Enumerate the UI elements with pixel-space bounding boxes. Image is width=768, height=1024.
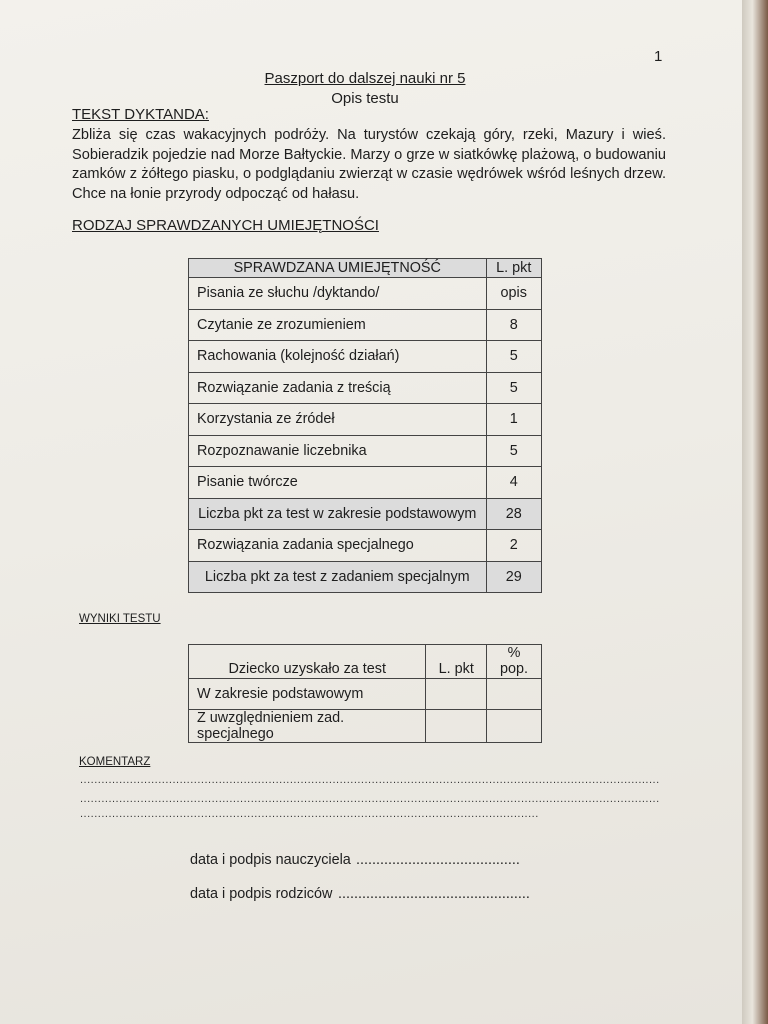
document-subtitle: Opis testu: [331, 90, 399, 107]
results-table-header: [189, 645, 542, 679]
dictation-heading: TEKST DYKTANDA:: [72, 106, 209, 123]
table-row: [189, 679, 542, 710]
teacher-signature-line: .........................................: [356, 852, 520, 868]
table-row: [189, 435, 542, 467]
skill-cell: Liczba pkt za test z zadaniem specjalnym: [189, 561, 487, 593]
points-column-header: L. pkt: [486, 259, 541, 278]
skill-column-header: SPRAWDZANA UMIEJĘTNOŚĆ: [189, 259, 487, 278]
result-percent-cell: [487, 710, 542, 743]
special-total-row: [189, 561, 542, 593]
table-row: [189, 309, 542, 341]
skills-table: [188, 258, 542, 593]
table-row: [189, 372, 542, 404]
table-row: [189, 467, 542, 499]
skill-cell: Rozwiązanie zadania z treścią: [189, 372, 487, 404]
results-heading: WYNIKI TESTU: [79, 613, 161, 625]
comment-line: ...................................................................................................................................................................: [80, 793, 660, 805]
teacher-signature-label: data i podpis nauczyciela: [190, 852, 351, 868]
skill-cell: Rachowania (kolejność działań): [189, 341, 487, 373]
page-number: 1: [654, 48, 663, 65]
comment-heading: KOMENTARZ: [79, 756, 151, 768]
points-cell: 4: [486, 467, 541, 499]
parents-signature-label: data i podpis rodziców: [190, 886, 333, 902]
skill-cell: Korzystania ze źródeł: [189, 404, 487, 436]
results-table: [188, 644, 542, 743]
points-cell: 5: [486, 435, 541, 467]
table-row: [189, 278, 542, 310]
skill-cell: Liczba pkt za test w zakresie podstawowym: [189, 498, 487, 530]
result-percent-cell: [487, 679, 542, 710]
document-title: Paszport do dalszej nauki nr 5: [264, 70, 466, 87]
points-cell: opis: [486, 278, 541, 310]
skill-cell: Rozwiązania zadania specjalnego: [189, 530, 487, 562]
result-label-cell: W zakresie podstawowym: [189, 679, 426, 710]
dictation-text: Zbliża się czas wakacyjnych podróży. Na turystów czekają góry, rzeki, Mazury i wieś. Sobieradzik pojedzie nad Morze Bałtyckie. Marzy o grze w siatkówkę plażową, o budowaniu zamków z żółtego piasku, o podglądaniu zwierząt w czasie wędrówek wśród leśnych drzew. Chce na łonie przyrody odpocząć od hałasu.: [72, 127, 666, 202]
table-row: [189, 341, 542, 373]
comment-line: ...................................................................................................................................................................: [80, 774, 660, 786]
skill-cell: Pisania ze słuchu /dyktando/: [189, 278, 487, 310]
result-points-header: L. pkt: [426, 645, 487, 679]
points-cell: 5: [486, 341, 541, 373]
skill-cell: Rozpoznawanie liczebnika: [189, 435, 487, 467]
points-cell: 5: [486, 372, 541, 404]
parents-signature-line: ................................................: [338, 886, 530, 902]
table-row: [189, 404, 542, 436]
points-cell: 28: [486, 498, 541, 530]
points-cell: 29: [486, 561, 541, 593]
skill-cell: Czytanie ze zrozumieniem: [189, 309, 487, 341]
table-row: [189, 530, 542, 562]
points-cell: 2: [486, 530, 541, 562]
comment-line: .................................................................................................................................: [80, 808, 539, 820]
skills-table-header: [189, 259, 542, 278]
points-cell: 1: [486, 404, 541, 436]
skill-cell: Pisanie twórcze: [189, 467, 487, 499]
result-label-header: Dziecko uzyskało za test: [189, 645, 426, 679]
paper-stack-edge: [742, 0, 768, 1024]
skills-heading: RODZAJ SPRAWDZANYCH UMIEJĘTNOŚCI: [72, 217, 379, 234]
basic-total-row: [189, 498, 542, 530]
result-percent-header: % pop.: [487, 645, 542, 679]
points-cell: 8: [486, 309, 541, 341]
result-label-cell: Z uwzględnieniem zad. specjalnego: [189, 710, 426, 743]
result-points-cell: [426, 710, 487, 743]
result-points-cell: [426, 679, 487, 710]
table-row: [189, 710, 542, 743]
